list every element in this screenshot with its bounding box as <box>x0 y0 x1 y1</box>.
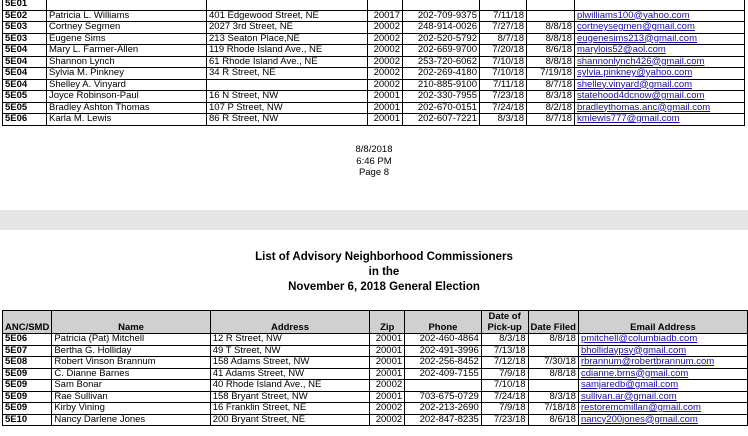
table-row <box>3 114 745 126</box>
cell-phone <box>405 380 482 392</box>
footer-time: 6:46 PM <box>356 155 392 167</box>
cell-email[interactable]: cdianne.brns@gmail.com <box>578 368 747 380</box>
commissioners-table-page-9 <box>2 310 748 426</box>
cell-phone: 202-491-3996 <box>405 345 482 357</box>
cell-zip: 20002 <box>370 414 405 426</box>
table-row <box>3 0 745 10</box>
table-row <box>3 403 748 415</box>
cell-filed-date <box>528 380 578 392</box>
cell-email[interactable]: rbrannum@robertbrannum.com <box>578 357 747 369</box>
cell-anc-smd: 5E03 <box>3 22 47 34</box>
cell-phone: 202-709-9375 <box>403 10 480 22</box>
cell-phone <box>403 0 480 10</box>
cell-pickup-date: 7/23/18 <box>481 414 528 426</box>
cell-pickup-date: 7/24/18 <box>481 391 528 403</box>
cell-phone: 253-720-6062 <box>403 56 480 68</box>
cell-pickup-date: 7/20/18 <box>480 45 527 57</box>
cell-phone: 202-670-0151 <box>403 102 480 114</box>
table-row <box>3 102 745 114</box>
cell-zip: 20001 <box>370 334 405 346</box>
cell-name: Mary L. Farmer-Allen <box>47 45 207 57</box>
cell-pickup-date: 7/12/18 <box>481 357 528 369</box>
cell-filed-date: 8/8/18 <box>527 22 575 34</box>
header-pickup-line-1: Date of <box>488 311 521 322</box>
cell-filed-date: 8/8/18 <box>527 33 575 45</box>
cell-filed-date: 8/6/18 <box>527 45 575 57</box>
cell-name: Bertha G. Holliday <box>52 345 210 357</box>
table-row <box>3 33 745 45</box>
cell-email[interactable]: marylois52@aol.com <box>575 45 745 57</box>
cell-name: Robert Vinson Brannum <box>52 357 210 369</box>
cell-filed-date: 7/18/18 <box>528 403 578 415</box>
cell-phone: 210-885-9100 <box>403 79 480 91</box>
cell-name: C. Dianne Barnes <box>52 368 210 380</box>
header-date-of-pickup <box>481 311 528 334</box>
cell-email[interactable]: samjaredb@gmail.com <box>578 380 747 392</box>
cell-filed-date: 7/30/18 <box>528 357 578 369</box>
cell-name: Rae Sullivan <box>52 391 210 403</box>
cell-address: 158 Bryant Street, NW <box>210 391 370 403</box>
cell-zip: 20002 <box>368 33 403 45</box>
cell-anc-smd: 5E09 <box>3 380 52 392</box>
cell-email[interactable]: kmlewis777@gmail.com <box>575 114 745 126</box>
header-name: Name <box>52 311 210 334</box>
cell-pickup-date: 7/10/18 <box>480 56 527 68</box>
table-header-row <box>3 311 748 334</box>
cell-name: Sam Bonar <box>52 380 210 392</box>
cell-name: Eugene Sims <box>47 33 207 45</box>
cell-anc-smd: 5E08 <box>3 357 52 369</box>
cell-name <box>47 0 207 10</box>
cell-name: Karla M. Lewis <box>47 114 207 126</box>
cell-zip: 20002 <box>370 380 405 392</box>
table-row <box>3 357 748 369</box>
cell-anc-smd: 5E07 <box>3 345 52 357</box>
cell-email[interactable]: shannonlynch426@gmail.com <box>575 56 745 68</box>
cell-filed-date <box>527 10 575 22</box>
cell-zip: 20002 <box>368 22 403 34</box>
cell-anc-smd: 5E05 <box>3 91 47 103</box>
cell-filed-date: 8/8/18 <box>528 334 578 346</box>
cell-zip: 20017 <box>368 10 403 22</box>
cell-phone: 202-269-4180 <box>403 68 480 80</box>
table-row <box>3 345 748 357</box>
cell-phone: 703-675-0729 <box>405 391 482 403</box>
cell-pickup-date: 7/11/18 <box>480 10 527 22</box>
title-line-2: in the <box>368 266 400 278</box>
cell-address: 158 Adams Street, NW <box>210 357 370 369</box>
cell-address <box>207 0 368 10</box>
cell-email[interactable]: bhollidaypsy@gmail.com <box>578 345 747 357</box>
cell-email[interactable]: cortneysegmen@gmail.com <box>575 22 745 34</box>
cell-name: Nancy Darlene Jones <box>52 414 210 426</box>
cell-address <box>207 79 368 91</box>
cell-address: 200 Bryant Street, NE <box>210 414 370 426</box>
cell-phone: 202-669-9700 <box>403 45 480 57</box>
cell-phone: 202-520-5792 <box>403 33 480 45</box>
cell-name: Patricia (Pat) Mitchell <box>52 334 210 346</box>
cell-zip: 20001 <box>368 102 403 114</box>
cell-email[interactable]: plwilliams100@yahoo.com <box>575 10 745 22</box>
cell-pickup-date: 7/13/18 <box>481 345 528 357</box>
cell-address: 213 Seaton Place,NE <box>207 33 368 45</box>
cell-pickup-date: 8/3/18 <box>480 114 527 126</box>
cell-address: 401 Edgewood Street, NE <box>207 10 368 22</box>
table-row <box>3 334 748 346</box>
cell-email[interactable]: statehood4dcnow@gmail.com <box>575 91 745 103</box>
cell-phone: 202-213-2690 <box>405 403 482 415</box>
title-line-1: List of Advisory Neighborhood Commissioners <box>255 251 513 263</box>
title-line-3: November 6, 2018 General Election <box>288 281 480 293</box>
cell-zip: 20002 <box>368 56 403 68</box>
table-row <box>3 414 748 426</box>
cell-pickup-date: 7/10/18 <box>481 380 528 392</box>
cell-email[interactable]: nancy200jones@gmail.com <box>578 414 747 426</box>
cell-filed-date: 8/7/18 <box>527 114 575 126</box>
cell-name: Patricia L. Williams <box>47 10 207 22</box>
cell-anc-smd: 5E09 <box>3 391 52 403</box>
cell-zip: 20002 <box>368 45 403 57</box>
footer-page-number: Page 8 <box>358 167 390 178</box>
cell-address: 86 R Street, NW <box>207 114 368 126</box>
cell-address: 16 Franklin Street, NE <box>210 403 370 415</box>
cell-zip <box>368 0 403 10</box>
cell-zip: 20002 <box>370 403 405 415</box>
page-separator <box>0 210 748 230</box>
cell-filed-date: 7/19/18 <box>527 68 575 80</box>
header-anc-smd: ANC/SMD <box>3 311 52 334</box>
cell-pickup-date: 7/27/18 <box>480 22 527 34</box>
cell-pickup-date: 8/3/18 <box>481 334 528 346</box>
cell-anc-smd: 5E03 <box>3 33 47 45</box>
table-row <box>3 79 745 91</box>
cell-email[interactable]: pmitchell@columbiadb.com <box>578 334 747 346</box>
cell-zip: 20001 <box>370 368 405 380</box>
cell-pickup-date: 8/7/18 <box>480 33 527 45</box>
cell-email[interactable]: shelley.vinyard@gmail.com <box>575 79 745 91</box>
cell-phone: 202-607-7221 <box>403 114 480 126</box>
cell-anc-smd: 5E06 <box>3 114 47 126</box>
cell-phone: 202-409-7155 <box>405 368 482 380</box>
cell-phone: 202-256-8452 <box>405 357 482 369</box>
cell-pickup-date: 7/10/18 <box>480 68 527 80</box>
cell-filed-date: 8/7/18 <box>527 79 575 91</box>
cell-name: Cortney Segmen <box>47 22 207 34</box>
header-email-address: Email Address <box>578 311 747 334</box>
header-phone: Phone <box>405 311 482 334</box>
cell-address: 40 Rhode Island Ave., NE <box>210 380 370 392</box>
document-page-9 <box>0 230 748 436</box>
table-row <box>3 22 745 34</box>
cell-email[interactable]: eugenesims213@gmail.com <box>575 33 745 45</box>
cell-name: Joyce Robinson-Paul <box>47 91 207 103</box>
cell-email[interactable]: restoremcmillan@gmail.com <box>578 403 747 415</box>
table-row <box>3 45 745 57</box>
table-row <box>3 91 745 103</box>
cell-address: 12 R Street, NW <box>210 334 370 346</box>
cell-email <box>575 0 745 10</box>
header-zip: Zip <box>370 311 405 334</box>
cell-pickup-date: 7/23/18 <box>480 91 527 103</box>
cell-filed-date: 8/3/18 <box>527 91 575 103</box>
cell-pickup-date: 7/24/18 <box>480 102 527 114</box>
cell-filed-date: 8/3/18 <box>528 391 578 403</box>
table-row <box>3 56 745 68</box>
cell-zip: 20001 <box>370 357 405 369</box>
cell-name: Shelley A. Vinyard <box>47 79 207 91</box>
cell-email[interactable]: sylvia.pinkney@yahoo.com <box>575 68 745 80</box>
cell-filed-date <box>527 0 575 10</box>
header-pickup-line-2: Pick-up <box>487 322 522 333</box>
cell-address: 61 Rhode Island Ave., NE <box>207 56 368 68</box>
cell-anc-smd: 5E04 <box>3 56 47 68</box>
cell-address: 2027 3rd Street, NE <box>207 22 368 34</box>
cell-phone: 202-460-4864 <box>405 334 482 346</box>
document-title <box>0 250 748 295</box>
cell-anc-smd: 5E01 <box>3 0 47 10</box>
cell-anc-smd: 5E04 <box>3 79 47 91</box>
table-row <box>3 380 748 392</box>
cell-address: 107 P Street, NW <box>207 102 368 114</box>
cell-filed-date: 8/2/18 <box>527 102 575 114</box>
cell-pickup-date <box>480 0 527 10</box>
cell-filed-date: 8/8/18 <box>527 56 575 68</box>
cell-anc-smd: 5E05 <box>3 102 47 114</box>
cell-address: 119 Rhode Island Ave., NE <box>207 45 368 57</box>
cell-filed-date: 8/6/18 <box>528 414 578 426</box>
cell-name: Kirby Vining <box>52 403 210 415</box>
cell-zip: 20001 <box>370 391 405 403</box>
cell-anc-smd: 5E10 <box>3 414 52 426</box>
cell-filed-date <box>528 345 578 357</box>
cell-anc-smd: 5E02 <box>3 10 47 22</box>
cell-email[interactable]: sullivan.ar@gmail.com <box>578 391 747 403</box>
cell-address: 49 T Street, NW <box>210 345 370 357</box>
cell-phone: 202-847-8235 <box>405 414 482 426</box>
cell-name: Shannon Lynch <box>47 56 207 68</box>
cell-zip: 20002 <box>368 79 403 91</box>
cell-phone: 202-330-7955 <box>403 91 480 103</box>
cell-anc-smd: 5E09 <box>3 368 52 380</box>
table-row <box>3 368 748 380</box>
cell-zip: 20002 <box>368 68 403 80</box>
cell-name: Sylvia M. Pinkney <box>47 68 207 80</box>
cell-pickup-date: 7/9/18 <box>481 368 528 380</box>
commissioners-table-page-8 <box>2 0 745 126</box>
cell-anc-smd: 5E04 <box>3 68 47 80</box>
cell-phone: 248-914-0026 <box>403 22 480 34</box>
header-date-filed: Date Filed <box>528 311 578 334</box>
cell-address: 34 R Street, NE <box>207 68 368 80</box>
cell-filed-date: 8/8/18 <box>528 368 578 380</box>
header-address: Address <box>210 311 370 334</box>
table-row <box>3 10 745 22</box>
cell-anc-smd: 5E04 <box>3 45 47 57</box>
footer-date: 8/8/2018 <box>355 144 393 155</box>
cell-address: 16 N Street, NW <box>207 91 368 103</box>
page-footer <box>0 144 748 179</box>
cell-pickup-date: 7/11/18 <box>480 79 527 91</box>
table-row <box>3 68 745 80</box>
document-page-8 <box>0 0 748 210</box>
cell-anc-smd: 5E09 <box>3 403 52 415</box>
cell-address: 41 Adams Street, NW <box>210 368 370 380</box>
cell-pickup-date: 7/9/18 <box>481 403 528 415</box>
cell-zip: 20001 <box>370 345 405 357</box>
cell-zip: 20001 <box>368 114 403 126</box>
cell-anc-smd: 5E06 <box>3 334 52 346</box>
cell-email[interactable]: bradleythomas.anc@gmail.com <box>575 102 745 114</box>
table-row <box>3 391 748 403</box>
cell-name: Bradley Ashton Thomas <box>47 102 207 114</box>
cell-zip: 20001 <box>368 91 403 103</box>
